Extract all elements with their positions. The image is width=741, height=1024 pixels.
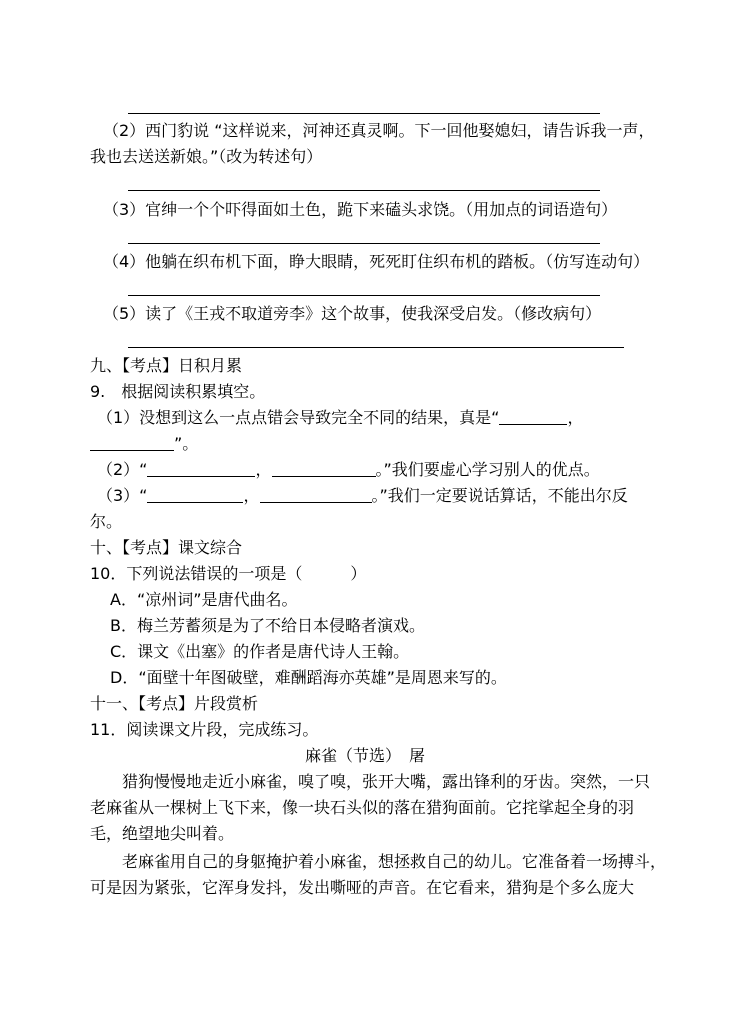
passage-line: 毛，绝望地尖叫着。: [90, 824, 235, 843]
q10-option-d[interactable]: D．“面壁十年图破壁，难酬蹈海亦英雄”是周恩来写的。: [110, 668, 507, 687]
section-9-heading: 九、【考点】日积月累: [90, 356, 243, 375]
passage-line: 可是因为紧张，它浑身发抖，发出嘶哑的声音。在它看来，猎狗是个多么庞大: [90, 878, 635, 897]
answer-line[interactable]: [128, 347, 624, 348]
q9-item1-text: （1）没想到这么一点点错会导致完全不同的结果，真是“: [97, 408, 500, 427]
q9-item1-end: ”。: [174, 434, 199, 453]
q8-item4: （4）他躺在织布机下面，睁大眼睛，死死盯住织布机的踏板。（仿写连动句）: [103, 252, 650, 271]
fill-blank[interactable]: [272, 460, 376, 477]
q9-item2-end: 。”我们要虚心学习别人的优点。: [375, 460, 600, 479]
q8-item5: （5）读了《王戎不取道旁李》这个故事，使我深受启发。（修改病句）: [103, 304, 602, 323]
q10-option-b[interactable]: B．梅兰芳蓄须是为了不给日本侵略者演戏。: [110, 616, 425, 635]
answer-line[interactable]: [128, 190, 600, 191]
q9-item2: [97, 459, 600, 481]
passage-line: 猎狗慢慢地走近小麻雀，嗅了嗅，张开大嘴，露出锋利的牙齿。突然，一只: [90, 772, 651, 791]
q8-item2-line2: 我也去送送新娘。”（改为转述句）: [90, 147, 323, 166]
q9-item2-comma: ，: [255, 460, 272, 479]
fill-blank[interactable]: [147, 460, 255, 477]
q8-item2-line1: （2）西门豹说 “这样说来，河神还真灵啊。下一回他娶媳妇，请告诉我一声，: [103, 121, 655, 140]
section-11-heading: 十一、【考点】片段赏析: [90, 694, 259, 713]
question-11: 11．阅读课文片段，完成练习。: [90, 720, 319, 739]
q9-item3-open: （3）“: [97, 486, 148, 505]
fill-blank[interactable]: [499, 408, 567, 425]
q9-item1-comma: ，: [567, 408, 584, 427]
section-10-heading: 十、【考点】课文综合: [90, 538, 243, 557]
passage-line: 老麻雀从一棵树上飞下来，像一块石头似的落在猎狗面前。它挓挲起全身的羽: [90, 798, 635, 817]
q9-item2-open: （2）“: [97, 460, 148, 479]
fill-blank[interactable]: [90, 434, 174, 451]
q8-item3: （3）官绅一个个吓得面如土色，跪下来磕头求饶。（用加点的词语造句）: [103, 200, 618, 219]
question-10: 10．下列说法错误的一项是（ ）: [90, 564, 367, 583]
passage-title: 麻雀（节选） 屠: [305, 746, 426, 765]
answer-line[interactable]: [128, 243, 600, 244]
answer-line[interactable]: [128, 295, 600, 296]
question-9: 9. 根据阅读积累填空。: [90, 382, 266, 401]
q9-item3-line2: 尔。: [90, 512, 123, 531]
q10-option-a[interactable]: A．“凉州词”是唐代曲名。: [110, 590, 298, 609]
fill-blank[interactable]: [147, 486, 243, 503]
answer-line: [128, 113, 600, 114]
q10-option-c[interactable]: C．课文《出塞》的作者是唐代诗人王翰。: [110, 642, 410, 661]
q9-item3-end: 。”我们一定要说话算话，不能出尔反: [371, 486, 628, 505]
q9-item3-comma: ，: [243, 486, 260, 505]
fill-blank[interactable]: [260, 486, 372, 503]
q9-item1-line2: [90, 433, 198, 455]
q9-item3: [97, 485, 628, 507]
passage-line: 老麻雀用自己的身躯掩护着小麻雀，想拯救自己的幼儿。它准备着一场搏斗，: [90, 852, 667, 871]
q9-item1: [97, 407, 584, 429]
